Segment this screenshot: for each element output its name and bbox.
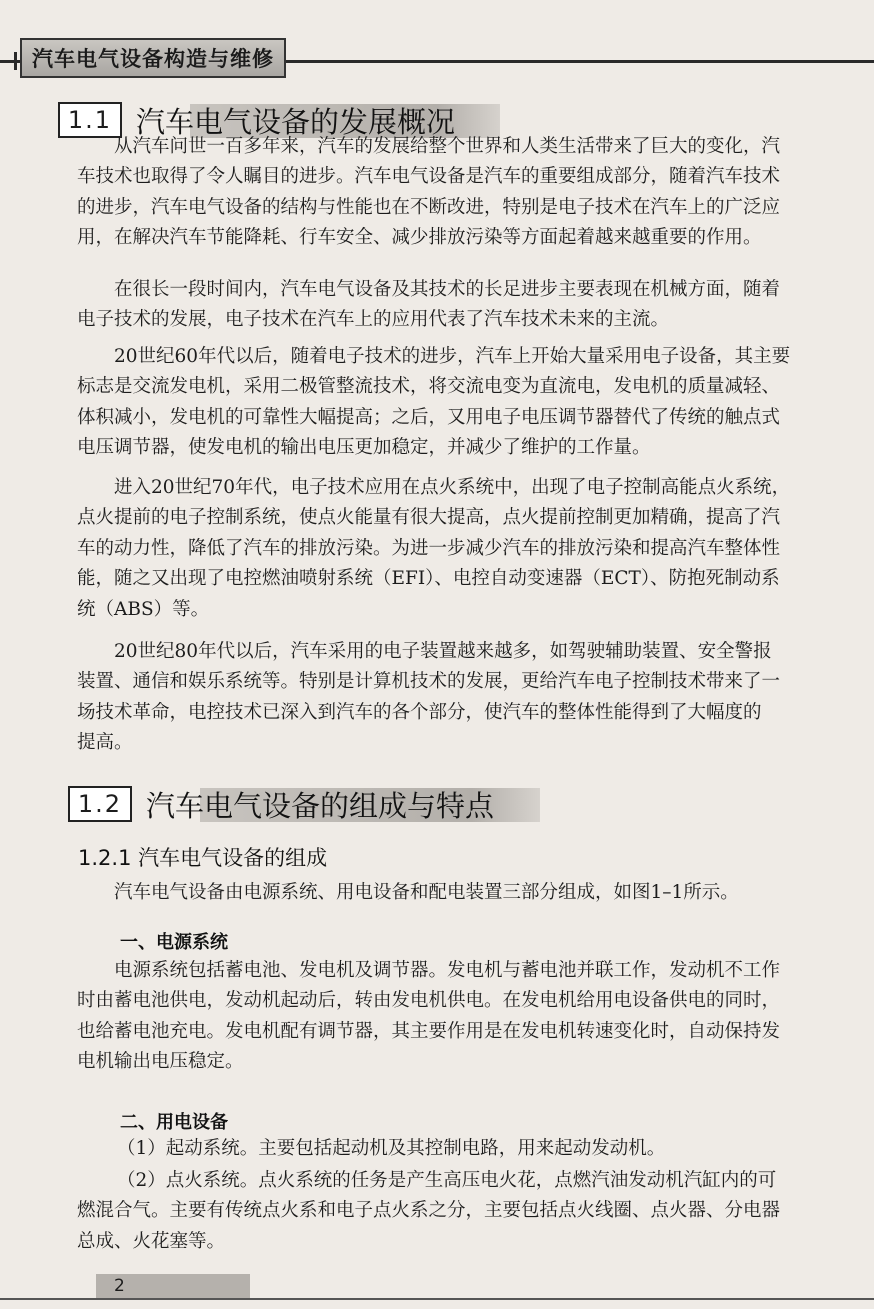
text-line: 电源系统包括蓄电池、发电机及调节器。发电机与蓄电池并联工作，发动机不工作	[114, 960, 781, 981]
text-line: 汽车电气设备由电源系统、用电设备和配电装置三部分组成，如图1–1所示。	[114, 882, 739, 903]
running-header: 汽车电气设备构造与维修	[20, 38, 286, 78]
paragraph	[77, 956, 858, 1078]
text-line: 20世纪60年代以后，随着电子技术的进步，汽车上开始大量采用电子设备，其主要	[114, 346, 791, 367]
paragraph	[77, 637, 858, 759]
section-number: 1.1	[58, 102, 122, 138]
paragraph	[77, 1134, 858, 1164]
text-line: 标志是交流发电机，采用二极管整流技术，将交流电变为直流电，发电机的质量减轻、	[77, 376, 781, 398]
section-1-2-heading	[68, 782, 494, 826]
subsection-title: 1.2.1 汽车电气设备的组成	[78, 846, 328, 870]
text-line: 在很长一段时间内，汽车电气设备及其技术的长足进步主要表现在机械方面，随着	[114, 279, 781, 300]
text-line: （2）点火系统。点火系统的任务是产生高压电火花，点燃汽油发动机汽缸内的可	[117, 1170, 777, 1191]
text-line: 提高。	[77, 732, 133, 754]
paragraph	[77, 473, 858, 625]
paragraph	[77, 275, 858, 336]
text-line: 进入20世纪70年代，电子技术应用在点火系统中，出现了电子控制高能点火系统，	[114, 477, 791, 498]
text-line: 车的动力性，降低了汽车的排放污染。为进一步减少汽车的排放污染和提高汽车整体性	[77, 537, 781, 559]
text-line: 用，在解决汽车节能降耗、行车安全、减少排放污染等方面起着越来越重要的作用。	[77, 227, 762, 249]
paragraph	[77, 1166, 858, 1257]
text-line: 统（ABS）等。	[77, 598, 210, 620]
electrical-load-heading: 二、用电设备	[120, 1112, 228, 1133]
text-line: 能，随之又出现了电控燃油喷射系统（EFI）、电控自动变速器（ECT）、防抱死制动系	[77, 568, 780, 590]
text-line: 总成、火花塞等。	[77, 1230, 226, 1252]
text-line: 车技术也取得了令人瞩目的进步。汽车电气设备是汽车的重要组成部分，随着汽车技术	[77, 166, 781, 188]
text-line: 装置、通信和娱乐系统等。特别是计算机技术的发展，更给汽车电子控制技术带来了一	[77, 671, 781, 693]
paragraph	[77, 878, 858, 908]
text-line: 燃混合气。主要有传统点火系和电子点火系之分，主要包括点火线圈、点火器、分电器	[77, 1200, 781, 1222]
text-line: 电压调节器，使发电机的输出电压更加稳定，并减少了维护的工作量。	[77, 437, 651, 459]
text-line: （1）起动系统。主要包括起动机及其控制电路，用来起动发动机。	[117, 1138, 666, 1159]
text-line: 从汽车问世一百多年来，汽车的发展给整个世界和人类生活带来了巨大的变化，汽	[114, 136, 781, 157]
text-line: 时由蓄电池供电，发动机起动后，转由发电机供电。在发电机给用电设备供电的同时，	[77, 990, 781, 1012]
section-title: 汽车电气设备的组成与特点	[146, 788, 495, 823]
text-line: 电机输出电压稳定。	[77, 1051, 244, 1073]
text-line: 场技术革命，电控技术已深入到汽车的各个部分，使汽车的整体性能得到了大幅度的	[77, 701, 762, 723]
text-line: 电子技术的发展，电子技术在汽车上的应用代表了汽车技术未来的主流。	[77, 309, 670, 331]
text-line: 也给蓄电池充电。发电机配有调节器，其主要作用是在发电机转速变化时，自动保持发	[77, 1020, 781, 1042]
text-line: 体积减小，发电机的可靠性大幅提高；之后，又用电子电压调节器替代了传统的触点式	[77, 406, 781, 428]
text-line: 点火提前的电子控制系统，使点火能量有很大提高，点火提前控制更加精确，提高了汽	[77, 507, 781, 529]
paragraph	[77, 342, 858, 464]
section-title: 汽车电气设备的发展概况	[136, 104, 456, 139]
page-number: 2	[96, 1274, 250, 1298]
paragraph	[77, 132, 858, 254]
power-system-heading: 一、电源系统	[120, 932, 228, 953]
text-line: 20世纪80年代以后，汽车采用的电子装置越来越多，如驾驶辅助装置、安全警报	[114, 641, 772, 662]
text-line: 的进步，汽车电气设备的结构与性能也在不断改进，特别是电子技术在汽车上的广泛应	[77, 196, 781, 218]
section-number: 1.2	[68, 786, 132, 822]
footer-rule	[0, 1298, 874, 1300]
